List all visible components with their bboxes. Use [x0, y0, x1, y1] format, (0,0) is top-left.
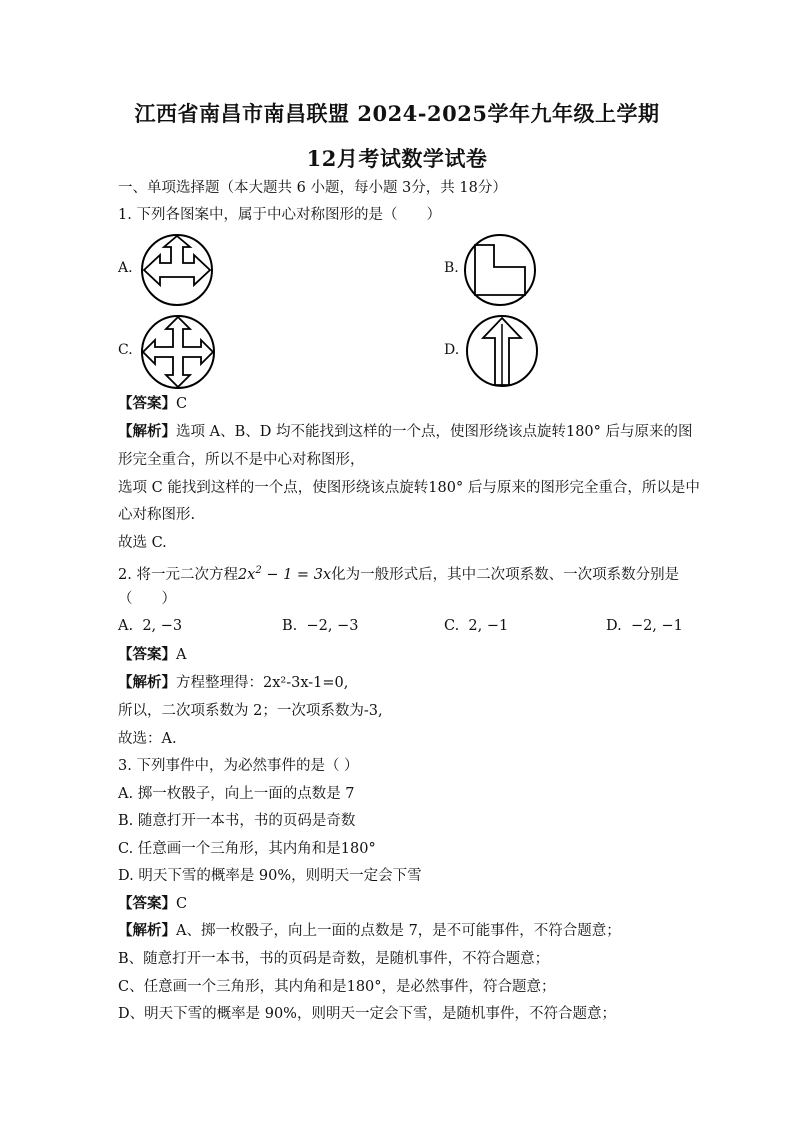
q2-stem-paren: （ ） [118, 591, 176, 607]
q1-figure-d-up-arrow [465, 314, 539, 388]
section-heading: 一、单项选择题（本大题共 6 小题，每小题 3分，共 18分） [118, 180, 507, 196]
q2-option-c-value: 2, −1 [468, 618, 509, 634]
q1-figure-b-l-shape [463, 233, 537, 307]
q1-analysis-line4: 心对称图形. [118, 507, 196, 523]
q2-analysis-line1 [118, 673, 348, 693]
q3-option-d: D. 明天下雪的概率是 90%，则明天一定会下雪 [118, 868, 422, 884]
analysis-tag: 【解析】 [118, 922, 176, 939]
q1-answer [118, 394, 187, 414]
q3-option-a: A. 掷一枚骰子，向上一面的点数是 7 [118, 786, 355, 802]
q2-option-b [282, 618, 358, 634]
q3-analysis-line2: B、随意打开一本书，书的页码是奇数，是随机事件，不符合题意； [118, 951, 550, 967]
q1-stem: 1. 下列各图案中，属于中心对称图形的是（ ） [118, 207, 441, 223]
q2-stem [118, 561, 679, 585]
q2-option-a-value: 2, −3 [142, 618, 183, 634]
q2-option-a-label: A. [118, 618, 134, 634]
q3-stem: 3. 下列事件中，为必然事件的是（ ） [118, 758, 359, 774]
q1-analysis-line2: 形完全重合，所以不是中心对称图形， [118, 452, 365, 468]
answer-value: C [176, 896, 188, 912]
q2-option-b-label: B. [282, 618, 298, 634]
q2-option-d [606, 618, 683, 634]
q1-option-c-label: C. [118, 342, 133, 358]
q1-figure-c-four-arrows [140, 314, 216, 390]
q2-answer [118, 645, 186, 665]
q1-analysis-line3: 选项 C 能找到这样的一个点，使图形绕该点旋转180° 后与原来的图形完全重合，所以是中 [118, 480, 700, 496]
q1-figure-a-double-arrow [140, 233, 214, 307]
q2-option-d-label: D. [606, 618, 622, 634]
q2-option-d-value: −2, −1 [630, 618, 683, 634]
q3-analysis-line1 [118, 921, 621, 941]
q2-stem-prefix: 2. 将一元二次方程 [118, 566, 238, 583]
q3-analysis-line4: D、明天下雪的概率是 90%，则明天一定会下雪，是随机事件，不符合题意； [118, 1006, 616, 1022]
q2-option-a [118, 618, 182, 634]
analysis-tag: 【解析】 [118, 674, 176, 691]
q2-option-b-value: −2, −3 [306, 618, 359, 634]
analysis-text: 选项 A、B、D 均不能找到这样的一个点，使图形绕该点旋转180° 后与原来的图 [176, 424, 693, 440]
q2-equation [238, 567, 331, 583]
q1-option-d-label: D. [444, 342, 460, 358]
q3-analysis-line3: C、任意画一个三角形，其内角和是180°，是必然事件，符合题意； [118, 979, 556, 995]
q2-conclusion: 故选：A. [118, 731, 177, 747]
q2-eq-left: 2x [237, 566, 256, 583]
q2-option-c [444, 618, 508, 634]
q1-analysis-line1 [118, 422, 693, 442]
q2-eq-right: − 1 = 3x [261, 566, 332, 583]
analysis-text: 方程整理得：2x²-3x-1=0, [176, 675, 349, 691]
q2-analysis-line2: 所以，二次项系数为 2；一次项系数为-3, [118, 703, 383, 719]
answer-tag: 【答案】 [118, 646, 176, 663]
q2-eq-exponent: 2 [255, 565, 262, 576]
answer-value: A [176, 647, 187, 663]
q2-option-c-label: C. [444, 618, 460, 634]
analysis-text: A、掷一枚骰子，向上一面的点数是 7，是不可能事件，不符合题意； [176, 923, 621, 939]
exam-title-line2: 12月考试数学试卷 [306, 146, 488, 171]
q1-option-b-label: B. [444, 260, 459, 276]
q3-option-c: C. 任意画一个三角形，其内角和是180° [118, 841, 376, 857]
analysis-tag: 【解析】 [118, 423, 176, 440]
q1-conclusion: 故选 C. [118, 535, 167, 551]
q3-option-b: B. 随意打开一本书，书的页码是奇数 [118, 813, 356, 829]
answer-value: C [176, 396, 188, 412]
answer-tag: 【答案】 [118, 895, 176, 912]
q1-option-a-label: A. [118, 260, 133, 276]
answer-tag: 【答案】 [118, 395, 176, 412]
q2-stem-suffix: 化为一般形式后，其中二次项系数、一次项系数分别是 [331, 566, 680, 583]
exam-title-line1: 江西省南昌市南昌联盟 2024-2025学年九年级上学期 [134, 101, 660, 126]
q3-answer [118, 894, 187, 914]
